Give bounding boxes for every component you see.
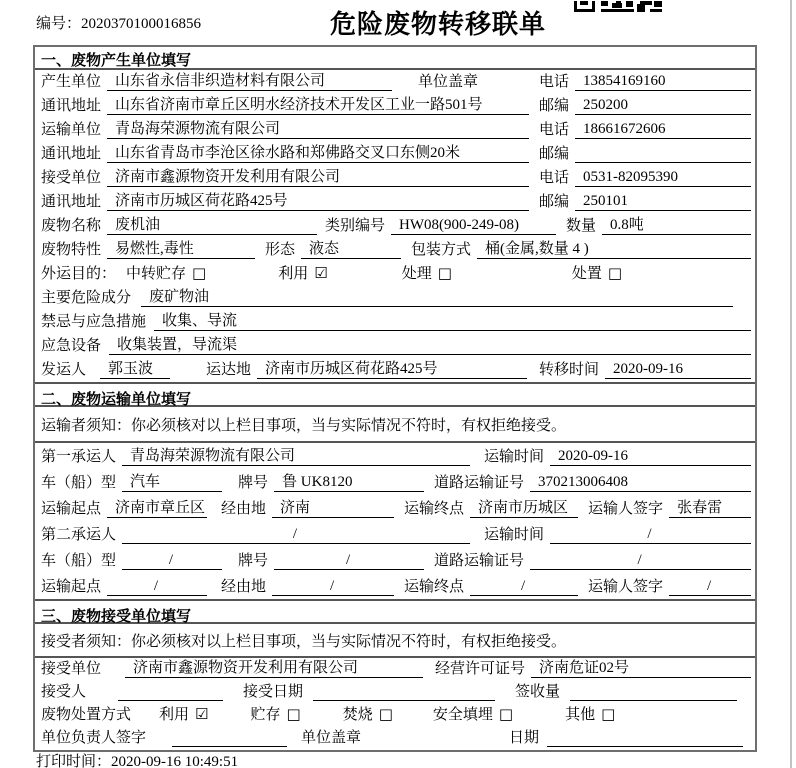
field-value: 济南市章丘区	[107, 496, 207, 518]
field-value: 鲁 UK8120	[274, 470, 424, 492]
field-label: 经由地	[221, 501, 267, 517]
field-label: 包装方式	[411, 242, 472, 258]
field-value	[118, 700, 223, 701]
field-label: 经由地	[221, 579, 267, 595]
row-waste-property	[35, 238, 755, 262]
field-label: 运输人签字	[588, 579, 664, 595]
field-value	[547, 746, 743, 747]
field-label: 电话	[538, 122, 569, 138]
checkbox-unchecked-icon: □	[378, 705, 393, 723]
field-label: 单位负责人签字	[41, 730, 147, 746]
option-utilize	[278, 262, 327, 283]
field-value: 桶(金属,数量 4 )	[477, 237, 751, 259]
option-storage	[250, 703, 300, 724]
field-value: 济南	[272, 496, 394, 518]
field-label: 禁忌与应急措施	[41, 314, 147, 330]
option-treat	[402, 262, 452, 283]
field-value: /	[274, 552, 424, 570]
field-label: 数量	[566, 218, 597, 234]
row-emergency-equipment	[35, 334, 755, 358]
field-label: 运输时间	[484, 449, 545, 465]
receiver-notice: 接受者须知：你必须核对以上栏目事项，当与实际情况不符时，有权拒绝接受。	[35, 624, 755, 658]
row-transport-route-2	[35, 573, 755, 599]
field-label: 车（船）型	[41, 553, 117, 569]
checkbox-unchecked-icon: □	[607, 264, 623, 282]
print-time	[36, 750, 238, 768]
field-label: 通讯地址	[41, 194, 102, 210]
option-incinerate	[343, 703, 393, 724]
field-label: 运输人签字	[588, 501, 664, 517]
option-label: 利用	[278, 266, 309, 282]
field-value: 250200	[575, 97, 751, 115]
field-label: 废物处置方式	[41, 707, 132, 723]
field-value: 收集装置，导流渠	[109, 333, 751, 355]
field-label: 废物特性	[41, 242, 102, 258]
field-value: 山东省永信非织造材料有限公司	[107, 69, 392, 91]
field-label: 运输起点	[41, 579, 102, 595]
section-title: 二、废物运输单位填写	[35, 382, 755, 407]
field-label: 接受人	[41, 684, 87, 700]
option-label: 其他	[565, 707, 596, 723]
row-producer-unit	[35, 70, 755, 94]
field-label: 运输单位	[41, 122, 102, 138]
field-value: 370213006408	[530, 474, 751, 492]
option-label: 贮存	[250, 707, 281, 723]
field-value	[313, 700, 495, 701]
row-transport-unit	[35, 118, 755, 142]
field-label: 道路运输证号	[434, 553, 525, 569]
row-receiver-address	[35, 190, 755, 214]
field-value: 张春雷	[669, 496, 751, 518]
field-label: 电话	[538, 170, 569, 186]
option-other	[565, 703, 615, 724]
field-label: 经营许可证号	[435, 661, 526, 677]
field-value: 山东省青岛市李沧区徐水路和郑佛路交叉口东侧20米	[107, 141, 529, 163]
section-receiver	[35, 599, 755, 750]
field-label: 通讯地址	[41, 146, 102, 162]
row-disposal-method	[35, 704, 755, 727]
field-value: /	[122, 552, 222, 570]
transporter-notice: 运输者须知：你必须核对以上栏目事项，当与实际情况不符时，有权拒绝接受。	[35, 407, 755, 443]
field-value: 济南市鑫源物资开发利用有限公司	[107, 165, 529, 187]
field-label: 转移时间	[539, 362, 600, 378]
qr-code-partial	[574, 0, 664, 12]
option-label: 利用	[159, 707, 190, 723]
field-value: /	[530, 552, 751, 570]
field-label: 通讯地址	[41, 98, 102, 114]
field-label: 运输时间	[484, 527, 545, 543]
field-value: /	[470, 578, 578, 596]
checkbox-unchecked-icon: □	[192, 264, 207, 282]
serial-label: 编号：	[36, 16, 82, 32]
field-value: 济南市历城区荷花路425号	[257, 357, 527, 379]
field-value: 2020-09-16	[605, 361, 751, 379]
section-title: 一、废物产生单位填写	[35, 47, 755, 70]
field-value: 废机油	[107, 213, 317, 235]
checkbox-checked-icon: ☑	[195, 705, 209, 723]
field-label: 电话	[538, 74, 569, 90]
checkbox-checked-icon: ☑	[314, 264, 328, 282]
field-value: 易燃性,毒性	[107, 237, 255, 259]
option-dispose	[572, 262, 622, 283]
field-value: 0531-82095390	[575, 169, 751, 187]
row-shipper	[35, 358, 755, 382]
field-label: 车（船）型	[41, 475, 117, 491]
field-value: 汽车	[122, 470, 222, 492]
field-label: 运输终点	[404, 579, 465, 595]
field-label: 邮编	[538, 146, 569, 162]
field-value: /	[669, 578, 751, 596]
option-label: 安全填埋	[432, 707, 493, 723]
option-label: 处理	[401, 266, 432, 282]
checkbox-unchecked-icon: □	[601, 705, 616, 723]
row-receiving-unit	[35, 658, 755, 681]
field-value	[172, 746, 287, 747]
section-transporter	[35, 382, 755, 599]
section-title: 三、废物接受单位填写	[35, 599, 755, 624]
field-value	[570, 700, 737, 701]
page-edge-line	[790, 0, 792, 768]
option-landfill	[433, 703, 513, 724]
field-value: 济南市鑫源物资开发利用有限公司	[125, 656, 423, 678]
field-value: 13854169160	[575, 73, 751, 91]
field-value: 废矿物油	[141, 285, 733, 307]
row-receiver-person	[35, 681, 755, 704]
field-label: 形态	[265, 242, 296, 258]
field-value: 济南市历城区荷花路425号	[107, 189, 529, 211]
field-label: 牌号	[238, 475, 269, 491]
row-hazard-component	[35, 286, 755, 310]
row-transfer-purpose	[35, 262, 755, 286]
row-transport-address	[35, 142, 755, 166]
field-label: 接受单位	[41, 170, 102, 186]
checkbox-unchecked-icon: □	[286, 705, 301, 723]
field-value: /	[272, 578, 394, 596]
field-label: 接受单位	[41, 661, 102, 677]
field-value: 18661672606	[575, 121, 751, 139]
row-waste-name	[35, 214, 755, 238]
manifest-form	[33, 45, 757, 752]
row-vehicle-type-2	[35, 547, 755, 573]
print-time-value: 2020-09-16 10:49:51	[111, 754, 239, 768]
field-label: 发运人	[41, 362, 87, 378]
field-value: 0.8吨	[602, 213, 751, 235]
field-label: 废物名称	[41, 218, 102, 234]
field-label: 签收量	[515, 684, 561, 700]
field-label: 道路运输证号	[434, 475, 525, 491]
field-label: 主要危险成分	[41, 290, 132, 306]
field-value: /	[107, 578, 207, 596]
field-value: 郭玉波	[100, 357, 170, 379]
field-value: 液态	[301, 237, 401, 259]
row-first-carrier	[35, 443, 755, 469]
unit-seal-label: 单位盖章	[301, 730, 362, 746]
print-time-label: 打印时间：	[36, 754, 112, 768]
field-value: /	[122, 526, 470, 544]
row-second-carrier	[35, 521, 755, 547]
field-value: 山东省济南市章丘区明水经济技术开发区工业一路501号	[107, 93, 529, 115]
field-label: 牌号	[238, 553, 269, 569]
field-value: 收集、导流	[154, 309, 751, 331]
row-emergency-measures	[35, 310, 755, 334]
field-label: 第一承运人	[41, 449, 117, 465]
option-label: 处置	[571, 266, 602, 282]
field-label: 运输终点	[404, 501, 465, 517]
field-label: 运输起点	[41, 501, 102, 517]
option-transit-storage	[126, 262, 206, 283]
field-value: 250101	[575, 193, 751, 211]
field-value: HW08(900-249-08)	[391, 217, 556, 235]
field-label: 运达地	[206, 362, 252, 378]
field-label: 外运目的：	[41, 266, 117, 282]
field-label: 接受日期	[243, 684, 304, 700]
field-label: 日期	[509, 730, 540, 746]
field-label: 邮编	[538, 98, 569, 114]
checkbox-unchecked-icon: □	[498, 705, 514, 723]
serial-number: 2020370100016856	[81, 16, 202, 32]
field-value: 青岛海荣源物流有限公司	[107, 117, 529, 139]
row-receiver-unit	[35, 166, 755, 190]
field-label: 类别编号	[325, 218, 386, 234]
document-serial	[36, 12, 201, 33]
unit-seal-label: 单位盖章	[418, 74, 479, 90]
row-producer-address	[35, 94, 755, 118]
field-label: 第二承运人	[41, 527, 117, 543]
option-utilize	[159, 703, 208, 724]
row-transport-route-1	[35, 495, 755, 521]
field-value: 济南市历城区	[470, 496, 578, 518]
field-value: 济南危证02号	[531, 656, 751, 678]
section-producer	[35, 47, 755, 382]
checkbox-unchecked-icon: □	[437, 264, 452, 282]
field-value: /	[550, 526, 751, 544]
field-value: 青岛海荣源物流有限公司	[122, 444, 470, 466]
document-title: 危险废物转移联单	[330, 10, 547, 39]
qr-code-icon	[574, 1, 664, 12]
field-label: 邮编	[538, 194, 569, 210]
row-responsible-signature	[35, 727, 755, 750]
option-label: 焚烧	[342, 707, 373, 723]
row-vehicle-type-1	[35, 469, 755, 495]
field-label: 产生单位	[41, 74, 102, 90]
option-label: 中转贮存	[126, 266, 187, 282]
field-value	[575, 162, 751, 163]
field-label: 应急设备	[41, 338, 102, 354]
field-value: 2020-09-16	[550, 448, 751, 466]
